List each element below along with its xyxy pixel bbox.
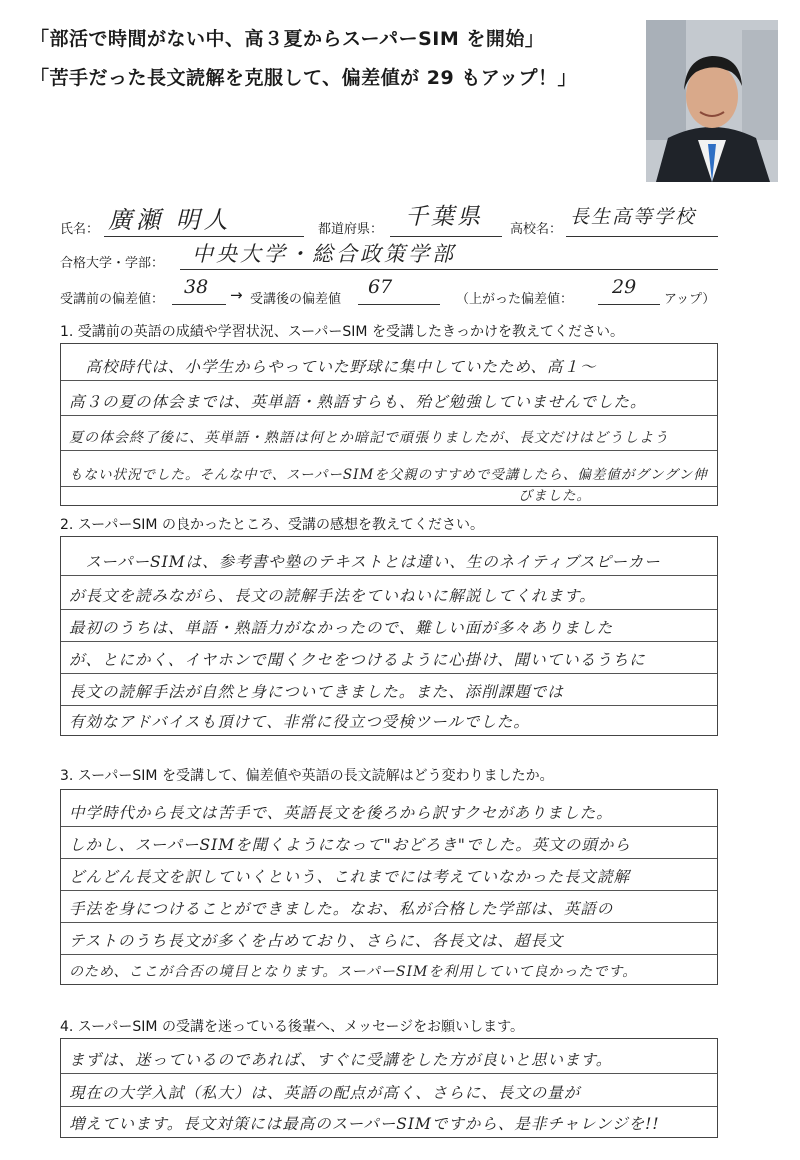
answer-line	[61, 673, 717, 706]
university-value: 中央大学・総合政策学部	[192, 242, 456, 266]
headline-line-2: 「苦手だった長文読解を克服して、偏差値が 29 もアップ！」	[30, 67, 577, 89]
answer-text: 高３の夏の体会までは、英単語・熟語すらも、殆ど勉強していませんでした。	[69, 393, 647, 411]
answer-line	[61, 890, 717, 923]
question-1-title: 1. 受講前の英語の成績や学習状況、スーパーSIM を受講したきっかけを教えてください。	[60, 324, 624, 340]
answer-box-4	[60, 1038, 718, 1138]
answer-text: しかし、スーパーSIMを聞くようになって"おどろき"でした。英文の頭から	[69, 836, 631, 854]
answer-line	[61, 380, 717, 416]
student-photo	[646, 20, 778, 182]
answer-text: テストのうち長文が多くを占めており、さらに、各長文は、超長文	[69, 932, 564, 950]
answer-line	[61, 1073, 717, 1107]
name-value: 廣瀬 明人	[108, 206, 232, 234]
answer-text: 有効なアドバイスも頂けて、非常に役立つ受検ツールでした。	[69, 713, 530, 731]
rise-value: 29	[612, 276, 637, 298]
answer-text: びました。	[69, 488, 591, 504]
answer-text: 中学時代から長文は苦手で、英語長文を後ろから訳すクセがありました。	[69, 804, 613, 822]
answer-text: が、とにかく、イヤホンで聞くクセをつけるように心掛け、聞いているうちに	[69, 651, 646, 669]
answer-text: が長文を読みながら、長文の読解手法をていねいに解説してくれます。	[69, 587, 596, 605]
answer-text: どんどん長文を訳していくという、これまでには考えていなかった長文読解	[69, 868, 631, 886]
prefecture-label: 都道府県：	[318, 222, 384, 237]
question-3-title: 3. スーパーSIM を受講して、偏差値や英語の長文読解はどう変わりましたか。	[60, 768, 554, 784]
before-label: 受講前の偏差値：	[60, 292, 165, 307]
answer-line	[61, 922, 717, 955]
answer-line	[61, 1039, 717, 1074]
question-2-title: 2. スーパーSIM の良かったところ、受講の感想を教えてください。	[60, 517, 484, 533]
name-label: 氏名：	[60, 222, 100, 237]
answer-text: 夏の体会終了後に、英単語・熟語は何とか暗記で頑張りましたが、長文だけはどうしよう	[69, 430, 669, 446]
answer-line	[61, 344, 717, 381]
answer-line	[61, 415, 717, 451]
answer-line	[61, 575, 717, 610]
answer-text: 増えています。長文対策には最高のスーパーSIMですから、是非チャレンジを!!	[69, 1115, 660, 1133]
answer-line	[61, 826, 717, 859]
answer-text: 手法を身につけることができました。なお、私が合格した学部は、英語の	[69, 900, 614, 918]
answer-text: 高校時代は、小学生からやっていた野球に集中していたため、高１〜	[69, 358, 597, 376]
answer-box-3	[60, 789, 718, 985]
answer-line	[61, 450, 717, 487]
answer-line	[61, 858, 717, 891]
school-value: 長生高等学校	[570, 206, 697, 228]
answer-box-1	[60, 343, 718, 506]
after-label: 受講後の偏差値	[250, 292, 342, 307]
university-label: 合格大学・学部：	[60, 256, 165, 271]
answer-text: 現在の大学入試（私大）は、英語の配点が高く、さらに、長文の量が	[69, 1084, 581, 1102]
answer-text: 長文の読解手法が自然と身についてきました。また、添削課題では	[69, 683, 564, 701]
answer-text: もない状況でした。そんな中で、スーパーSIMを父親のすすめで受講したら、偏差値がグングン伸	[69, 467, 708, 483]
student-portrait-icon	[646, 20, 778, 182]
arrow: →	[230, 286, 243, 304]
answer-text: スーパーSIMは、参考書や塾のテキストとは違い、生のネイティブスピーカー	[69, 553, 661, 571]
answer-text: のため、ここが合否の境目となります。スーパーSIMを利用していて良かったです。	[69, 964, 638, 980]
answer-text: まずは、迷っているのであれば、すぐに受講をした方が良いと思います。	[69, 1051, 613, 1069]
before-value: 38	[184, 276, 209, 298]
answer-line	[61, 537, 717, 576]
question-4-title: 4. スーパーSIM の受講を迷っている後輩へ、メッセージをお願いします。	[60, 1019, 524, 1035]
answer-text: 最初のうちは、単語・熟語力がなかったので、難しい面が多々ありました	[69, 619, 614, 637]
answer-line	[61, 790, 717, 827]
answer-box-2	[60, 536, 718, 736]
prefecture-value: 千葉県	[405, 204, 483, 230]
after-value: 67	[368, 276, 393, 298]
headline-line-1: 「部活で時間がない中、高３夏からスーパーSIM を開始」	[30, 28, 545, 50]
rise-suffix: アップ）	[664, 292, 716, 307]
answer-line	[61, 609, 717, 642]
rise-label: （上がった偏差値：	[456, 292, 574, 307]
answer-line	[61, 641, 717, 674]
school-label: 高校名：	[510, 222, 563, 237]
